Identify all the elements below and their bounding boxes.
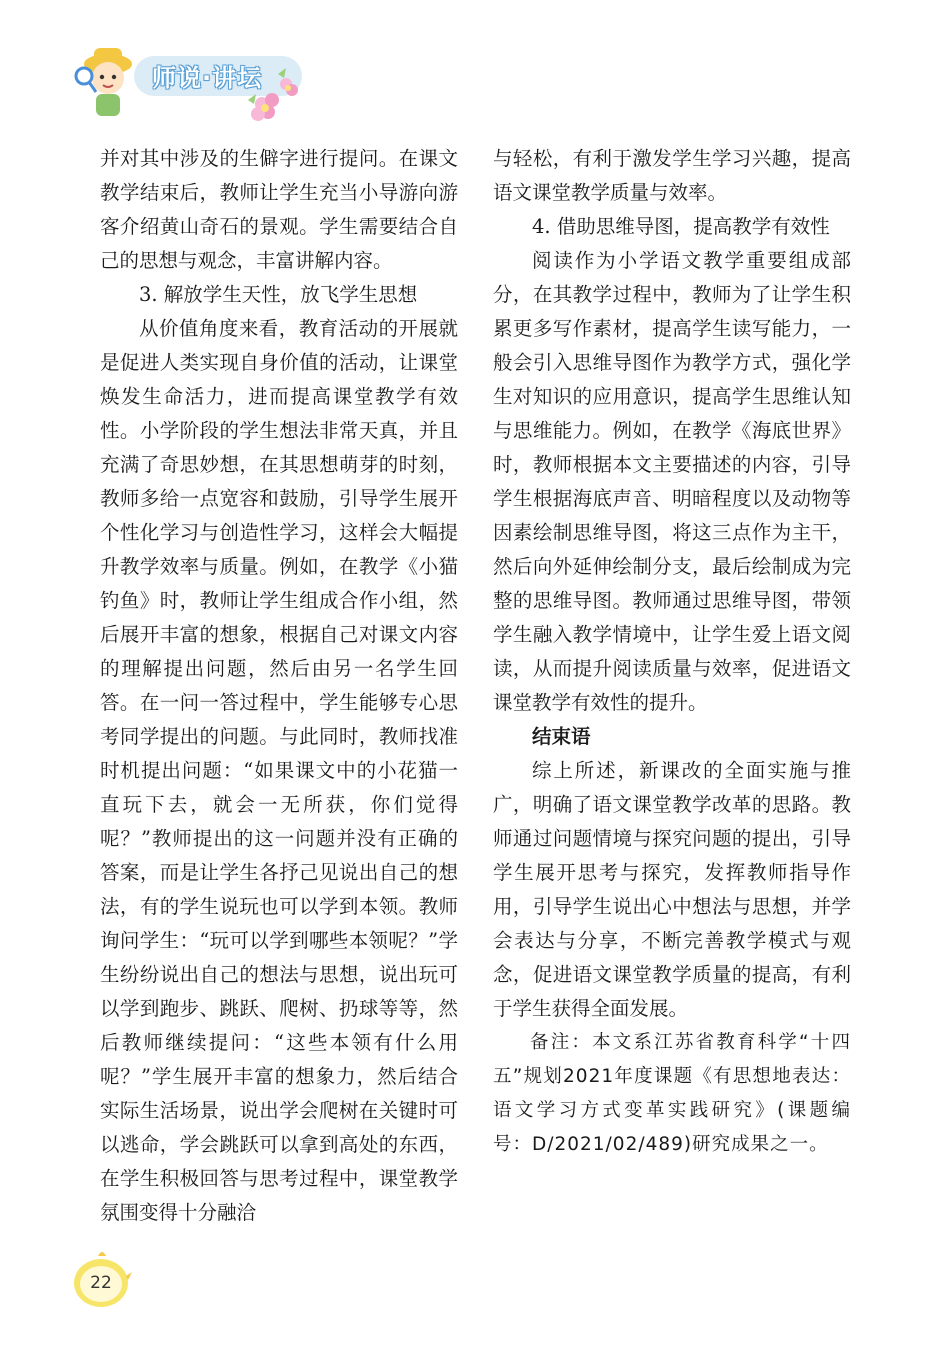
left-column — [100, 142, 458, 1230]
paragraph: 阅读作为小学语文教学重要组成部分，在其教学过程中，教师为了让学生积累更多写作素材，提高学生读写能力，一般会引入思维导图作为教学方式，强化学生对知识的应用意识，提高学生思维认知与思维能力。例如，在教学《海底世界》时，教师根据本文主要描述的内容，引导学生根据海底声音、明暗程度以及动物等因素绘制思维导图，将这三点作为主干，然后向外延伸绘制分支，最后绘制成为完整的思维导图。教师通过思维导图，带领学生融入教学情境中，让学生爱上语文阅读，从而提升阅读质量与效率，促进语文课堂教学有效性的提升。 — [493, 249, 851, 714]
conclusion-heading: 结束语 — [532, 725, 591, 748]
paragraph: 并对其中涉及的生僻字进行提问。在课文教学结束后，教师让学生充当小导游向游客介绍黄山奇石的景观。学生需要结合自己的思想与观念，丰富讲解内容。 — [100, 147, 458, 272]
subheading-3: 3. 解放学生天性，放飞学生思想 — [139, 283, 418, 306]
section-header — [72, 40, 312, 120]
page-number: 22 — [90, 1273, 112, 1293]
funding-note: 备注：本文系江苏省教育科学“十四五”规划2021年度课题《有思想地表达：语文学习方式变革实践研究》(课题编号：D/2021/02/489)研究成果之一。 — [493, 1032, 851, 1155]
flower-decoration-icon — [242, 60, 304, 122]
paragraph: 与轻松，有利于激发学生学习兴趣，提高语文课堂教学质量与效率。 — [493, 147, 851, 204]
subheading-4: 4. 借助思维导图，提高教学有效性 — [532, 215, 830, 238]
header-title: 师说·讲坛 — [152, 64, 263, 92]
right-column — [493, 142, 851, 1162]
paragraph: 从价值角度来看，教育活动的开展就是促进人类实现自身价值的活动，让课堂焕发生命活力，进而提高课堂教学有效性。小学阶段的学生想法非常天真，并且充满了奇思妙想，在其思想萌芽的时刻，教师多给一点宽容和鼓励，引导学生展开个性化学习与创造性学习，这样会大幅提升教学效率与质量。例如，在教学《小猫钓鱼》时，教师让学生组成合作小组，然后展开丰富的想象，根据自己对课文内容的理解提出问题，然后由另一名学生回答。在一问一答过程中，学生能够专心思考同学提出的问题。与此同时，教师找准时机提出问题：“如果课文中的小花猫一直玩下去，就会一无所获，你们觉得呢？”教师提出的这一问题并没有正确的答案，而是让学生各抒己见说出自己的想法，有的学生说玩也可以学到本领。教师询问学生：“玩可以学到哪些本领呢？”学生纷纷说出自己的想法与思想，说出玩可以学到跑步、跳跃、爬树、扔球等等，然后教师继续提问：“这些本领有什么用呢？”学生展开丰富的想象力，然后结合实际生活场景，说出学会爬树在关键时可以逃命，学会跳跃可以拿到高处的东西，在学生积极回答与思考过程中，课堂教学氛围变得十分融洽 — [100, 317, 458, 1224]
page-number-badge — [70, 1248, 132, 1310]
paragraph: 综上所述，新课改的全面实施与推广，明确了语文课堂教学改革的思路。教师通过问题情境与探究问题的提出，引导学生展开思考与探究，发挥教师指导作用，引导学生说出心中想法与思想，并学会表达与分享，不断完善教学模式与观念，促进语文课堂教学质量的提高，有利于学生获得全面发展。 — [493, 759, 851, 1020]
boy-mascot-icon — [72, 40, 142, 120]
